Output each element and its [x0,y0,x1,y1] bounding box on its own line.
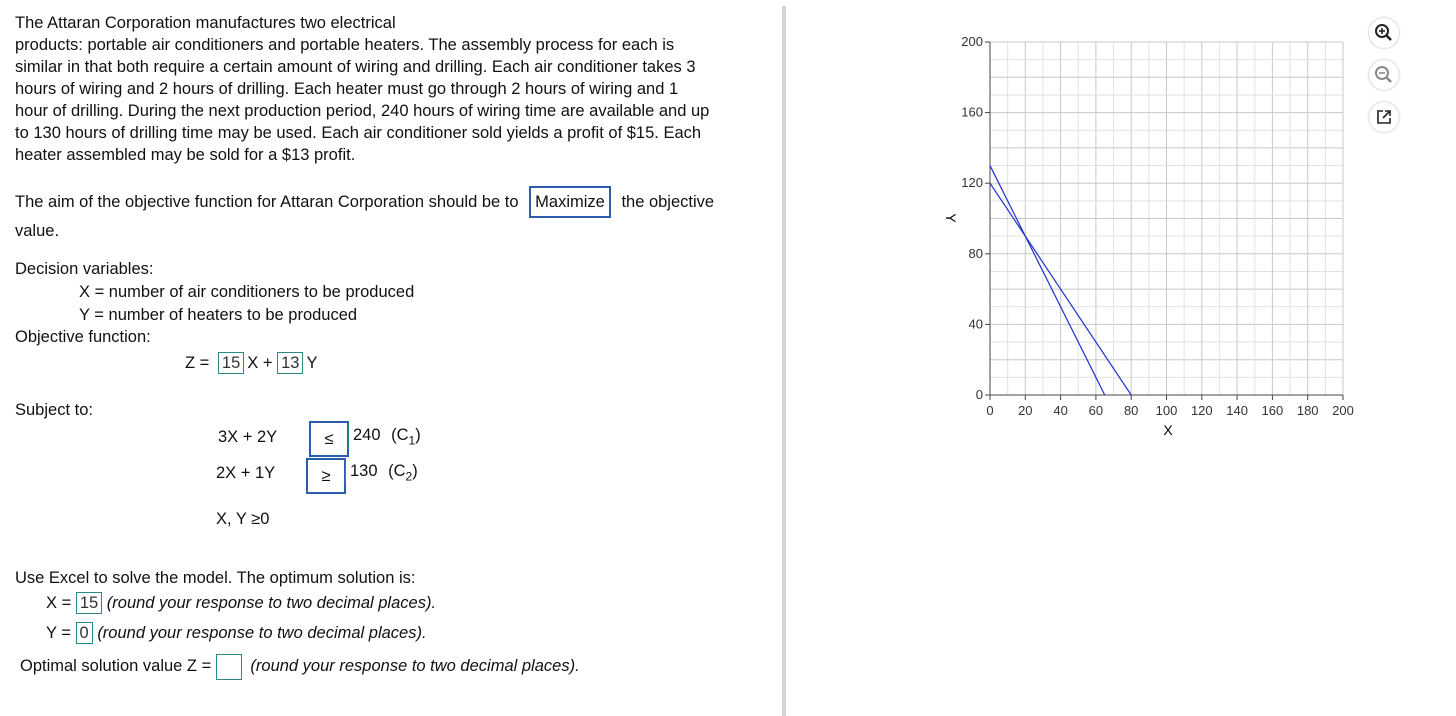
round-note: (round your response to two decimal places). [106,594,437,612]
zoom-in-icon [1369,18,1399,48]
solution-x-label: X = [46,594,72,612]
solution-y-label: Y = [46,624,71,642]
x-axis-label: X [1163,422,1173,438]
problem-line: The Attaran Corporation manufactures two electrical [15,14,396,32]
c2-rhs [345,460,422,485]
round-note: (round your response to two decimal places). [250,657,580,675]
y-tick-label: 40 [968,316,983,332]
solution-z-input[interactable] [216,654,242,680]
popout-icon [1369,102,1399,132]
panel-divider [782,6,786,716]
c2-expr: 2X + 1Y [216,464,276,482]
x-tick-label: 200 [1332,403,1354,418]
c1-rhs [348,424,425,449]
c1-label: $(C_1)$ [391,426,421,448]
problem-line: hour of drilling. During the next production period, 240 hours of wiring time are available and up [15,102,710,120]
x-tick-label: 180 [1296,403,1319,418]
decision-heading: Decision variables: [15,260,154,278]
c2-label: $(C_2)$ [388,462,418,484]
objective-equation [185,352,317,374]
x-coefficient-input[interactable]: 15 [218,352,244,374]
objective-heading: Objective function: [15,328,151,346]
x-tick-label: 100 [1155,403,1178,418]
zoom-out-button[interactable] [1369,60,1399,90]
aim-sentence [15,186,714,218]
solution-y-input[interactable]: 0 [76,622,93,644]
x-tick-label: 60 [1088,403,1104,418]
problem-line: products: portable air conditioners and portable heaters. The assembly process for each is [15,36,675,54]
aim-dropdown[interactable]: Maximize [529,186,611,218]
solution-z-row [20,653,580,680]
y-var-label: Y [306,354,318,372]
solution-y-row [46,622,427,644]
round-note: (round your response to two decimal places). [97,624,427,642]
aim-suffix-2: value. [15,222,60,240]
x-tick-label: 160 [1261,403,1284,418]
y-tick-label: 200 [961,34,983,49]
y-axis-label: Y [943,213,959,223]
zoom-in-button[interactable] [1369,18,1399,48]
decision-x: X = number of air conditioners to be produced [79,283,415,301]
solution-x-input[interactable]: 15 [76,592,102,614]
problem-line: similar in that both require a certain amount of wiring and drilling. Each air conditioner takes 3 [15,58,696,76]
x-tick-label: 20 [1018,403,1033,418]
c1-operator-dropdown[interactable]: ≤ [309,421,349,457]
problem-statement [15,12,785,166]
x-tick-label: 0 [986,403,994,418]
y-tick-label: 160 [961,104,983,120]
y-coefficient-input[interactable]: 13 [277,352,303,374]
x-tick-label: 140 [1226,403,1248,418]
aim-suffix: the objective [621,193,715,211]
popout-button[interactable] [1369,102,1399,132]
solution-z-label: Optimal solution value Z = [20,657,212,675]
c1-expr: 3X + 2Y [218,428,278,446]
x-var-label: X + [247,354,273,372]
decision-y: Y = number of heaters to be produced [79,306,358,324]
nonnegativity: X, Y ≥0 [216,510,270,528]
x-tick-label: 80 [1123,403,1139,418]
x-tick-label: 40 [1053,403,1068,418]
z-label: Z = [185,354,210,372]
y-tick-label: 80 [968,245,983,261]
x-tick-label: 120 [1190,403,1213,418]
constraints-heading: Subject to: [15,401,93,419]
problem-line: to 130 hours of drilling time may be used. Each air conditioner sold yields a profit of $15. Each [15,124,702,142]
problem-line: hours of wiring and 2 hours of drilling. Each heater must go through 2 hours of wiring and 1 [15,80,679,98]
zoom-out-icon [1369,60,1399,90]
solution-intro: Use Excel to solve the model. The optimum solution is: [15,569,416,587]
solution-x-row [46,592,436,614]
constraint-graph[interactable] [920,20,1370,450]
problem-line: heater assembled may be sold for a $13 profit. [15,146,356,164]
c2-rhs-value: 130 [350,462,378,480]
c2-operator-dropdown[interactable]: ≥ [306,458,346,494]
aim-prefix: The aim of the objective function for Attaran Corporation should be to [15,193,519,211]
y-tick-label: 120 [961,175,983,191]
c1-rhs-value: 240 [353,426,381,444]
y-tick-label: 0 [975,387,983,402]
